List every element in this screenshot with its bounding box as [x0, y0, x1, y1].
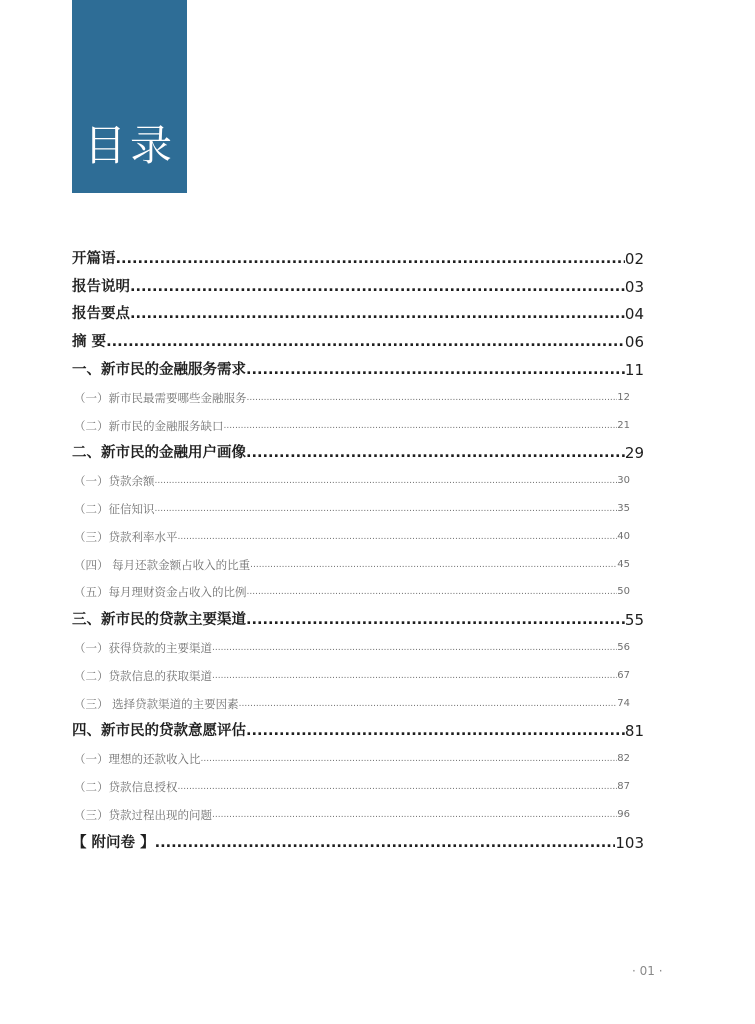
toc-entry[interactable] — [72, 241, 644, 269]
toc-entry-label: （三）贷款过程出现的问题 — [74, 807, 212, 822]
toc-entry[interactable] — [72, 714, 644, 742]
toc-entry-page: 81 — [624, 722, 644, 741]
toc-entry-page: 30 — [617, 475, 630, 487]
page-title: 目录 — [84, 121, 177, 170]
toc-entry-label: 四、新市民的贷款意愿评估 — [72, 723, 246, 740]
toc-entry-label: （四） 每月还款金额占收入的比重 — [74, 557, 251, 572]
toc-entry[interactable] — [72, 575, 644, 603]
toc-leader-dots — [178, 775, 618, 797]
toc-entry-page: 50 — [617, 586, 630, 598]
toc-leader-dots — [212, 636, 617, 658]
toc-entry-label: （一）贷款余额 — [74, 474, 155, 489]
toc-entry-label: （二）贷款信息的获取渠道 — [74, 668, 212, 683]
toc-leader-dots — [212, 664, 617, 686]
toc-entry-page: 04 — [624, 305, 644, 324]
toc-entry-page: 67 — [617, 669, 630, 681]
toc-leader-dots — [239, 692, 618, 714]
toc-entry-label: （一）理想的还款收入比 — [74, 752, 201, 767]
toc-leader-dots — [212, 803, 617, 825]
table-of-contents — [72, 241, 644, 853]
toc-entry[interactable] — [72, 658, 644, 686]
toc-entry-label: 开篇语 — [72, 250, 116, 267]
toc-entry-label: 【 附问卷 】 — [72, 834, 155, 851]
toc-entry-page: 11 — [624, 360, 644, 379]
toc-leader-dots — [178, 525, 618, 547]
toc-entry[interactable] — [72, 797, 644, 825]
toc-leader-dots — [201, 747, 618, 769]
toc-entry-page: 21 — [617, 419, 630, 431]
toc-entry[interactable] — [72, 825, 644, 853]
toc-entry[interactable] — [72, 519, 644, 547]
toc-entry-page: 29 — [624, 444, 644, 463]
toc-entry-label: 摘 要 — [72, 334, 107, 351]
toc-entry-page: 35 — [617, 502, 630, 514]
toc-entry-label: 报告说明 — [72, 278, 130, 295]
toc-entry-page: 82 — [617, 753, 630, 765]
toc-entry[interactable] — [72, 436, 644, 464]
toc-leader-dots — [246, 360, 625, 380]
toc-entry-label: （一）获得贷款的主要渠道 — [74, 640, 212, 655]
toc-entry[interactable] — [72, 324, 644, 352]
toc-entry-label: （三） 选择贷款渠道的主要因素 — [74, 696, 239, 711]
toc-entry-page: 03 — [624, 277, 644, 296]
toc-leader-dots — [250, 553, 617, 575]
toc-entry[interactable] — [72, 602, 644, 630]
toc-entry[interactable] — [72, 463, 644, 491]
toc-entry-page: 103 — [615, 833, 644, 852]
toc-entry-page: 06 — [624, 333, 644, 352]
toc-entry[interactable] — [72, 269, 644, 297]
toc-entry-page: 55 — [624, 611, 644, 630]
toc-entry[interactable] — [72, 741, 644, 769]
toc-entry-label: 三、新市民的贷款主要渠道 — [72, 612, 246, 629]
toc-entry-label: （二）新市民的金融服务缺口 — [74, 418, 224, 433]
toc-entry-label: 报告要点 — [72, 306, 130, 323]
toc-entry-page: 87 — [617, 780, 630, 792]
toc-entry-page: 96 — [617, 808, 630, 820]
toc-leader-dots — [246, 721, 625, 741]
toc-entry[interactable] — [72, 297, 644, 325]
toc-entry[interactable] — [72, 408, 644, 436]
toc-leader-dots — [155, 833, 616, 853]
toc-entry-label: （二）贷款信息授权 — [74, 779, 178, 794]
toc-leader-dots — [247, 386, 618, 408]
toc-leader-dots — [246, 610, 625, 630]
toc-leader-dots — [246, 443, 625, 463]
toc-entry[interactable] — [72, 380, 644, 408]
toc-entry-page: 02 — [624, 249, 644, 268]
toc-entry-page: 45 — [617, 558, 630, 570]
toc-entry[interactable] — [72, 686, 644, 714]
toc-entry[interactable] — [72, 491, 644, 519]
toc-entry[interactable] — [72, 769, 644, 797]
toc-leader-dots — [224, 414, 618, 436]
page-number: · 01 · — [632, 964, 663, 978]
toc-entry-label: 一、新市民的金融服务需求 — [72, 361, 246, 378]
toc-entry-page: 74 — [617, 697, 630, 709]
toc-entry-label: （五）每月理财资金占收入的比例 — [74, 585, 247, 600]
toc-entry-label: 二、新市民的金融用户画像 — [72, 445, 246, 462]
toc-leader-dots — [116, 249, 625, 269]
toc-entry-page: 12 — [617, 391, 630, 403]
toc-entry-label: （一）新市民最需要哪些金融服务 — [74, 390, 247, 405]
title-block — [72, 0, 187, 193]
toc-leader-dots — [155, 497, 618, 519]
toc-entry-page: 56 — [617, 641, 630, 653]
toc-entry[interactable] — [72, 630, 644, 658]
toc-leader-dots — [106, 332, 625, 352]
toc-leader-dots — [130, 277, 625, 297]
toc-entry[interactable] — [72, 547, 644, 575]
toc-entry[interactable] — [72, 352, 644, 380]
toc-entry-label: （二）征信知识 — [74, 501, 155, 516]
toc-entry-label: （三）贷款利率水平 — [74, 529, 178, 544]
toc-leader-dots — [247, 580, 618, 602]
toc-leader-dots — [130, 304, 625, 324]
toc-leader-dots — [155, 469, 618, 491]
toc-entry-page: 40 — [617, 530, 630, 542]
